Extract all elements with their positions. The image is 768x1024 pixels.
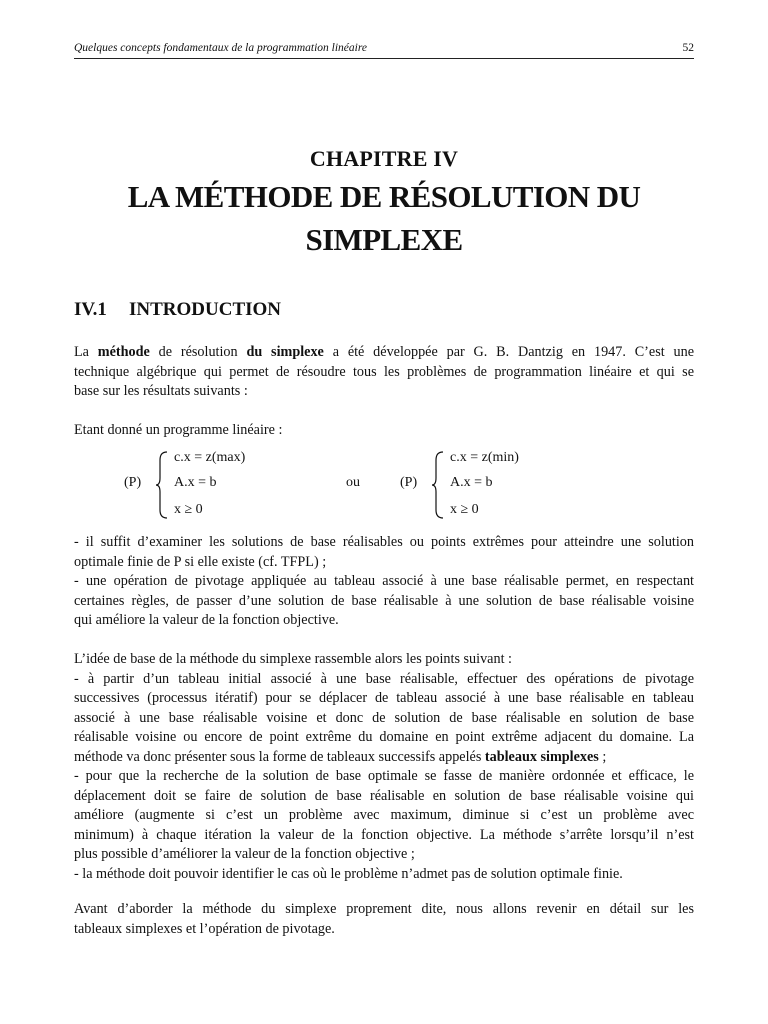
system-min-objective: c.x = z(min): [450, 450, 519, 465]
idea-line-9: améliore (augmente si c’est un problème avec maximum, diminue si c’est un problème avec: [74, 807, 694, 823]
chapter-title: [100, 175, 668, 261]
intro-text: de résolution: [149, 344, 247, 360]
header-rule: [74, 58, 694, 59]
idea-line-7: - pour que la recherche de la solution de base optimale se fasse de manière ordonnée et efficace, le: [74, 768, 694, 784]
results-line-2: optimale finie de P si elle existe (cf. TFPL) ;: [74, 553, 327, 570]
system-min-nonnegativity: x ≥ 0: [450, 502, 479, 517]
given-line: Etant donné un programme linéaire :: [74, 422, 283, 438]
bold-term-simplexe: du simplexe: [246, 344, 324, 360]
closing-paragraph: [74, 900, 694, 939]
systems-separator: ou: [346, 475, 360, 490]
idea-line-11: plus possible d’améliorer la valeur de la fonction objective ;: [74, 846, 415, 862]
idea-line-3: successives (processus itératif) pour se déplacer de tableau associé à une base réalisable en tableau: [74, 690, 694, 706]
idea-line-2: - à partir d’un tableau initial associé à une base réalisable, effectuer des opérations de pivotage: [74, 670, 694, 687]
chapter-title-line-1: LA MÉTHODE DE RÉSOLUTION DU: [127, 179, 641, 214]
idea-text: méthode va donc présenter sous la forme de tableaux successifs appelés: [74, 748, 485, 765]
idea-line-1: L’idée de base de la méthode du simplexe rassemble alors les points suivant :: [74, 651, 512, 667]
chapter-label: CHAPITRE IV: [309, 146, 459, 171]
intro-line-2: technique algébrique qui permet de résoudre tous les problèmes de programmation linéaire et qui se: [74, 363, 694, 380]
results-paragraph: [74, 533, 694, 631]
results-line-1: - il suffit d’examiner les solutions de base réalisables ou points extrêmes pour atteindre une solution: [74, 534, 694, 550]
intro-line-3: base sur les résultats suivants :: [74, 383, 248, 399]
idea-text: ;: [598, 748, 607, 765]
left-brace-icon: [431, 450, 445, 520]
results-line-5: qui améliore la valeur de la fonction objective.: [74, 612, 339, 628]
idea-line-5: réalisable voisine ou encore de point extrême du domaine en point extrême adjacent du domaine. La: [74, 729, 694, 745]
page-number: 52: [682, 42, 694, 54]
running-title: Quelques concepts fondamentaux de la programmation linéaire: [74, 42, 367, 54]
given-paragraph: [74, 421, 694, 441]
results-line-3: - une opération de pivotage appliquée au tableau associé à une base réalisable permet, en respectant: [74, 573, 694, 589]
chapter-title-line-2: SIMPLEXE: [305, 222, 463, 257]
system-max-nonnegativity: x ≥ 0: [174, 502, 203, 517]
system-max-constraint: A.x = b: [174, 475, 217, 490]
closing-line-2: tableaux simplexes et l’opération de pivotage.: [74, 920, 335, 937]
system-min-constraint: A.x = b: [450, 475, 493, 490]
running-header: [74, 42, 694, 54]
intro-text: a été développée par G. B. Dantzig en 1947. C’est une: [323, 344, 694, 360]
closing-line-1: Avant d’aborder la méthode du simplexe proprement dite, nous allons revenir en détail sur les: [74, 901, 694, 917]
left-brace-icon: [155, 450, 169, 520]
idea-line-8: déplacement doit se faire de solution de base réalisable en solution de base réalisable voisine qui: [74, 787, 694, 804]
idea-line-10: minimum) à chaque itération la valeur de la fonction objective. La méthode s’arrête lorsqu’il n’est: [74, 826, 694, 843]
system-max-objective: c.x = z(max): [174, 450, 246, 465]
system-min-label: (P): [400, 475, 418, 490]
system-max-label: (P): [124, 475, 142, 490]
idea-paragraph: [74, 650, 694, 884]
idea-line-4: associé à une base réalisable voisine et donc de solution de base réalisable en solution de base: [74, 709, 694, 726]
bold-term-methode: méthode: [97, 344, 150, 360]
results-line-4: certaines règles, de passer d’une solution de base réalisable à une solution de base réalisable voisine: [74, 592, 694, 609]
intro-line-1: [74, 343, 694, 363]
bold-term-tableaux-simplexes: tableaux simplexes: [484, 748, 599, 765]
intro-text: La: [74, 344, 98, 360]
section-number: IV.1: [74, 299, 107, 320]
idea-line-6: [74, 748, 694, 768]
section-title: INTRODUCTION: [129, 299, 282, 320]
idea-line-12: - la méthode doit pouvoir identifier le cas où le problème n’admet pas de solution optimale finie.: [74, 865, 623, 882]
section-heading: [74, 299, 281, 321]
intro-paragraph: [74, 343, 694, 402]
